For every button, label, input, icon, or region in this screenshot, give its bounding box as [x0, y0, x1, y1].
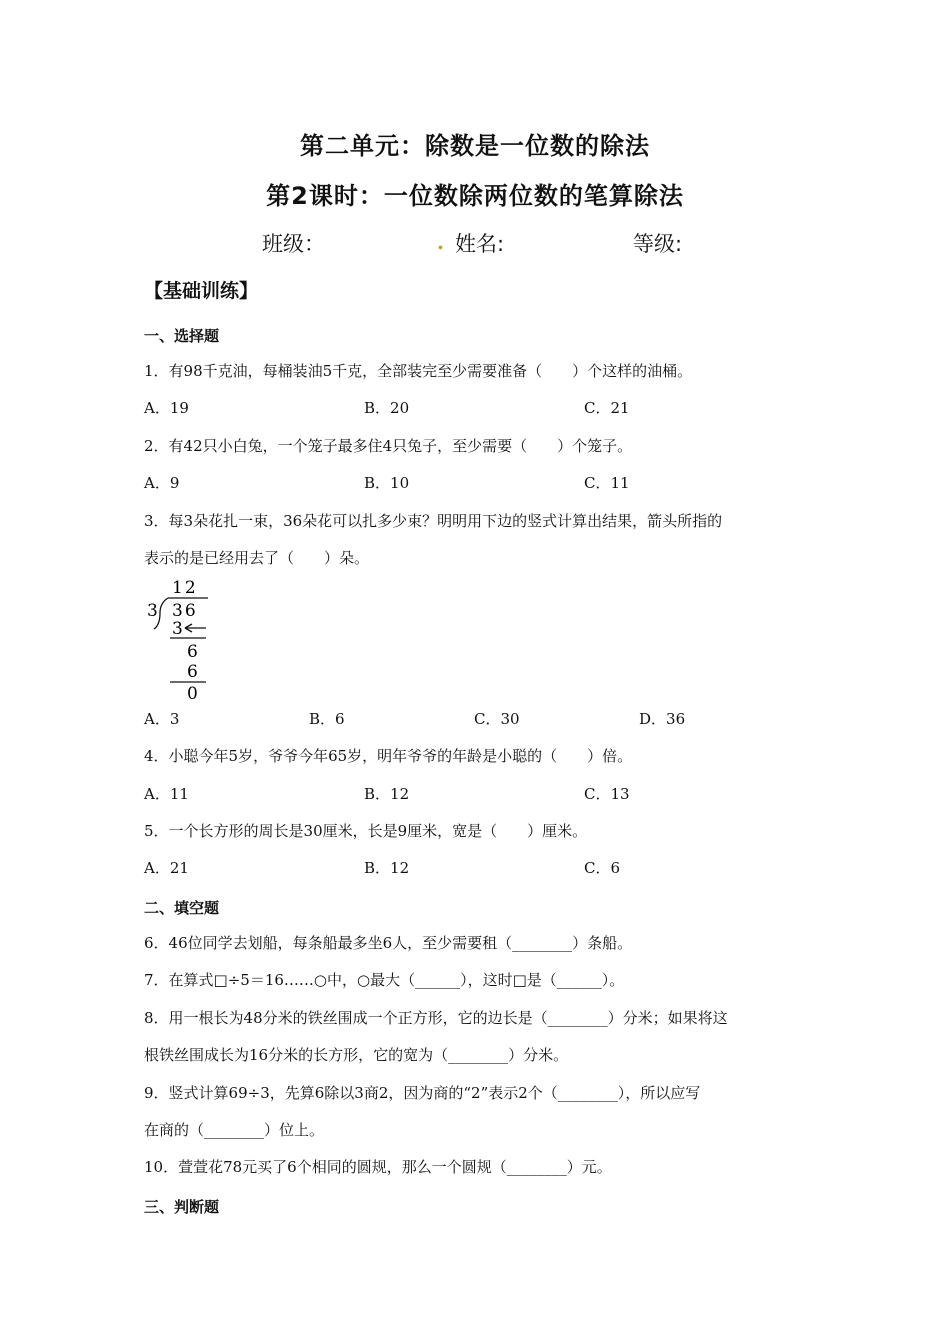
div-quotient: 12 — [172, 578, 198, 598]
section-judge: 三、判断题 — [144, 1198, 220, 1216]
question-1: 1．有98千克油，每桶装油5千克，全部装完至少需要准备（ ）个这样的油桶。 — [144, 362, 693, 380]
q1-option-c: C．21 — [584, 399, 630, 417]
q2-option-b: B．10 — [364, 474, 410, 492]
q3-option-c: C．30 — [474, 710, 520, 728]
section-choice: 一、选择题 — [144, 327, 220, 345]
q5-option-b: B．12 — [364, 859, 410, 877]
grade-label: 等级: — [633, 232, 683, 256]
question-10: 10．萱萱花78元买了6个相同的圆规，那么一个圆规（________）元。 — [144, 1158, 612, 1176]
question-4: 4．小聪今年5岁，爷爷今年65岁，明年爷爷的年龄是小聪的（ ）倍。 — [144, 747, 633, 765]
q4-option-a: A．11 — [144, 785, 189, 803]
question-7: 7．在算式□÷5＝16……○中，○最大（______），这时□是（______）。 — [144, 971, 625, 989]
long-division-figure — [140, 573, 220, 703]
q1-option-b: B．20 — [364, 399, 410, 417]
separator-dot: . — [437, 230, 444, 254]
question-6: 6．46位同学去划船，每条船最多坐6人，至少需要租（________）条船。 — [144, 934, 633, 952]
q5-option-a: A．21 — [144, 859, 189, 877]
page-subtitle: 第2课时：一位数除两位数的笔算除法 — [266, 182, 684, 210]
q4-option-b: B．12 — [364, 785, 410, 803]
question-5: 5．一个长方形的周长是30厘米，长是9厘米，宽是（ ）厘米。 — [144, 822, 588, 840]
q3-option-d: D．36 — [639, 710, 686, 728]
q2-option-c: C．11 — [584, 474, 630, 492]
div-step2: 6 — [187, 642, 198, 662]
div-remainder: 0 — [187, 684, 198, 703]
section-fill: 二、填空题 — [144, 899, 220, 917]
question-9-line1: 9．竖式计算69÷3，先算6除以3商2，因为商的“2”表示2个（________），所以应写 — [144, 1084, 701, 1102]
q5-option-c: C．6 — [584, 859, 621, 877]
question-8-line2: 根铁丝围成长为16分米的长方形，它的宽为（________）分米。 — [144, 1046, 569, 1064]
name-label: 姓名: — [455, 232, 505, 256]
page-title: 第二单元：除数是一位数的除法 — [300, 132, 650, 160]
q1-option-a: A．19 — [144, 399, 189, 417]
class-label: 班级： — [262, 232, 325, 256]
q4-option-c: C．13 — [584, 785, 630, 803]
arrow-icon — [185, 624, 206, 632]
question-3-line1: 3．每3朵花扎一束，36朵花可以扎多少束？明明用下边的竖式计算出结果，箭头所指的 — [144, 512, 723, 530]
q2-option-a: A．9 — [144, 474, 180, 492]
div-step3: 6 — [187, 662, 198, 682]
q3-option-b: B．6 — [309, 710, 345, 728]
q3-option-a: A．3 — [144, 710, 180, 728]
div-dividend: 36 — [172, 601, 198, 621]
div-divisor: 3 — [147, 601, 158, 621]
question-3-line2: 表示的是已经用去了（ ）朵。 — [144, 549, 370, 567]
question-9-line2: 在商的（________）位上。 — [144, 1121, 325, 1139]
question-2: 2．有42只小白兔，一个笼子最多住4只兔子，至少需要（ ）个笼子。 — [144, 437, 633, 455]
section-basic-training: 【基础训练】 — [144, 280, 259, 302]
div-step1: 3 — [172, 619, 183, 639]
question-8-line1: 8．用一根长为48分米的铁丝围成一个正方形，它的边长是（________）分米；如果将这 — [144, 1009, 728, 1027]
